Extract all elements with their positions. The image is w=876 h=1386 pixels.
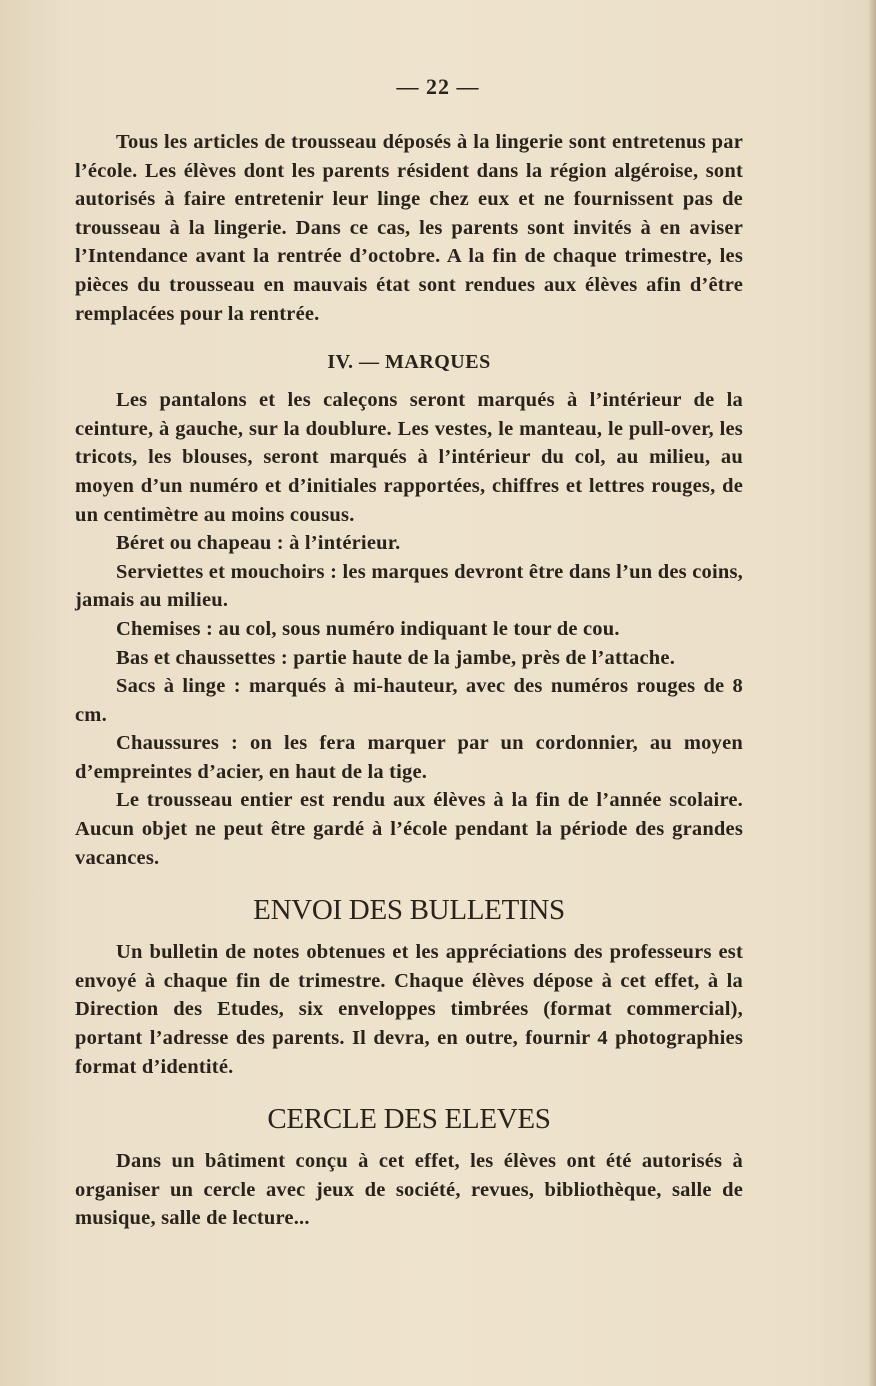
marques-paragraph-3: Serviettes et mouchoirs : les marques devront être dans l’un des coins, jamais au milieu. (75, 560, 743, 612)
section-heading-marques: IV. — MARQUES (327, 351, 491, 374)
page-number: — 22 — (396, 74, 480, 99)
section-heading-bulletins: ENVOI DES BULLETINS (253, 894, 565, 927)
page-edge-shadow (868, 0, 876, 1386)
section-heading-cercle: CERCLE DES ELEVES (267, 1103, 551, 1136)
cercle-paragraph: Dans un bâtiment conçu à cet effet, les élèves ont été autorisés à organiser un cercle avec jeux de société, revues, bibliothèque, salle de musique, salle de lecture... (75, 1150, 743, 1230)
bulletins-paragraph: Un bulletin de notes obtenues et les appréciations des professeurs est envoyé à chaque fin de trimestre. Chaque élèves dépose à cet effet, à la Direction des Etudes, six enveloppes timbrées (format commercial), portant l’adresse des parents. Il devra, en outre, fournir 4 photographies format d’identité. (75, 941, 743, 1078)
marques-paragraph-5: Bas et chaussettes : partie haute de la jambe, près de l’attache. (116, 646, 676, 669)
marques-paragraph-8: Le trousseau entier est rendu aux élèves à la fin de l’année scolaire. Aucun objet ne peut être gardé à l’école pendant la période des grandes vacances. (75, 789, 743, 869)
marques-paragraph-4: Chemises : au col, sous numéro indiquant le tour de cou. (116, 617, 620, 640)
marques-paragraph-1: Les pantalons et les caleçons seront marqués à l’intérieur de la ceinture, à gauche, sur la doublure. Les vestes, le manteau, le pull-over, les tricots, les blouses, seront marqués à l’intérieur du col, au milieu, au moyen d’un numéro et d’initiales rapportées, chiffres et lettres rouges, de un centimètre au moins cousus. (75, 389, 743, 526)
marques-paragraph-6: Sacs à linge : marqués à mi-hauteur, avec des numéros rouges de 8 cm. (75, 675, 743, 726)
marques-paragraph-7: Chaussures : on les fera marquer par un cordonnier, au moyen d’empreintes d’acier, en haut de la tige. (75, 732, 743, 783)
intro-paragraph: Tous les articles de trousseau déposés à la lingerie sont entretenus par l’école. Les élèves dont les parents résident dans la région algéroise, sont autorisés à faire entretenir leur linge chez eux et ne fournissent pas de trousseau à la lingerie. Dans ce cas, les parents sont invités à en aviser l’Intendance avant la rentrée d’octobre. A la fin de chaque trimestre, les pièces du trousseau en mauvais état sont rendues aux élèves afin d’être remplacées pour la rentrée. (75, 131, 743, 325)
marques-paragraph-2: Béret ou chapeau : à l’intérieur. (116, 532, 401, 555)
page-content (75, 128, 743, 1233)
